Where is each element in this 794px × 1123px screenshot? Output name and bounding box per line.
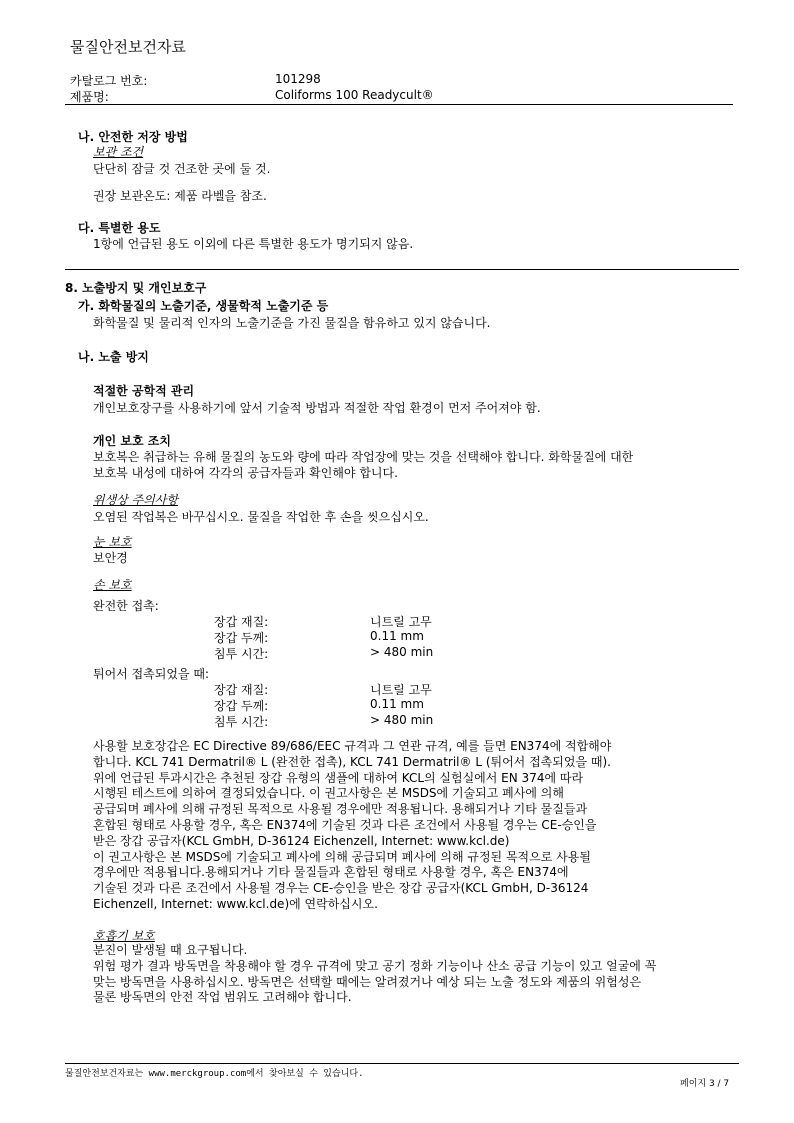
exposure-standards-text: 화학물질 및 물리적 인자의 노출기준을 가진 물질을 함유하고 있지 않습니다. [93,316,491,330]
exposure-control-heading: 나. 노출 방지 [78,350,149,364]
glove-text-line: 경우에만 적용됩니다.용해되거나 기타 물질들과 혼합된 형태로 사용할 경우, 혹은 EN374에 [93,865,569,880]
glove-spec-value: 니트릴 고무 [370,615,432,629]
glove-spec-value: 니트릴 고무 [370,683,432,697]
footer-divider [65,1063,739,1064]
section-8-heading: 8. 노출방지 및 개인보호구 [65,281,207,295]
glove-text-line: Eichenzell, Internet: www.kcl.de)에 연락하십시오. [93,896,378,911]
storage-conditions-subheading: 보관 조건 [93,145,144,159]
header-divider [65,104,733,105]
glove-spec-label: 장갑 두께: [214,699,269,713]
glove-text-line: 합니다. KCL 741 Dermatril® L (완전한 접촉), KCL 741 Dermatril® L (튀어서 접촉되었을 때). [93,754,611,769]
storage-heading: 나. 안전한 저장 방법 [78,130,188,144]
personal-protection-line: 보호복은 취급하는 유해 물질의 농도와 량에 따라 작업장에 맞는 것을 선택해야 합니다. 화학물질에 대한 [93,450,634,464]
glove-spec-value: > 480 min [370,645,434,659]
personal-protection-heading: 개인 보호 조치 [93,434,171,448]
glove-text-line: 공급되며 폐사에 의해 규정된 목적으로 사용될 경우에만 적용됩니다. 용해되거나 기타 물질들과 [93,802,588,817]
eye-protection-subheading: 눈 보호 [93,535,132,549]
document-title: 물질안전보건자료 [70,38,186,56]
glove-text-line: 받은 장갑 공급자(KCL GmbH, D-36124 Eichenzell, Internet: www.kcl.de) [93,833,510,848]
full-contact-label: 완전한 접촉: [93,599,159,613]
glove-text-line: 사용할 보호장갑은 EC Directive 89/686/EEC 규격과 그 연관 규격, 예를 들면 EN374에 적합해야 [93,739,612,753]
glove-spec-label: 장갑 재질: [214,615,269,629]
exposure-standards-heading: 가. 화학물질의 노출기준, 생물학적 노출기준 등 [78,299,329,313]
storage-conditions-text: 단단히 잠글 것 건조한 곳에 둘 것. [93,162,271,176]
hygiene-text: 오염된 작업복은 바꾸십시오. 물질을 작업한 후 손을 씻으십시오. [93,510,429,524]
glove-spec-label: 장갑 재질: [214,683,269,697]
glove-spec-value: 0.11 mm [370,697,424,711]
catalog-label: 카탈로그 번호: [70,74,148,88]
respiratory-protection-subheading: 호흡기 보호 [93,929,155,943]
storage-temperature-text: 권장 보관온도: 제품 라벨을 참조. [93,189,267,203]
glove-spec-value: 0.11 mm [370,629,424,643]
glove-spec-value: > 480 min [370,713,434,727]
respiratory-protection-text [93,943,733,1006]
personal-protection-line: 보호복 내성에 대하여 각각의 공급자들과 확인해야 합니다. [93,466,398,480]
catalog-value: 101298 [275,72,321,86]
special-use-text: 1항에 언급된 용도 이외에 다른 특별한 용도가 명기되지 않음. [93,237,414,251]
glove-text-line: 위에 언급된 투과시간은 추천된 장갑 유형의 샘플에 대하여 KCL의 실험실에서 EN 374에 따라 [93,770,584,785]
glove-spec-label: 침투 시간: [214,715,269,729]
special-use-heading: 다. 특별한 용도 [78,221,161,235]
section-divider [65,269,739,270]
respiratory-text-line: 물론 방독면의 안전 작업 범위도 고려해야 합니다. [93,990,352,1005]
engineering-controls-text: 개인보호장구를 사용하기에 앞서 기술적 방법과 적절한 작업 환경이 먼저 주어져야 함. [93,401,541,415]
splash-contact-label: 튀어서 접촉되었을 때: [93,667,210,681]
hygiene-subheading: 위생상 주의사항 [93,493,178,507]
engineering-controls-heading: 적절한 공학적 관리 [93,384,195,398]
product-label: 제품명: [70,90,109,104]
respiratory-text-line: 분진이 발생될 때 요구됩니다. [93,943,248,957]
page-number: 페이지 3 / 7 [680,1079,730,1089]
glove-recommendation-text [93,739,733,913]
eye-protection-text: 보안경 [93,551,128,565]
respiratory-text-line: 맞는 방독면을 사용하십시오. 방독면은 선택할 때에는 알려졌거나 예상 되는 노출 정도와 제품의 위험성은 [93,974,642,989]
glove-text-line: 기술된 것과 다른 조건에서 사용될 경우는 CE-승인을 받은 장갑 공급자(KCL GmbH, D-36124 [93,881,589,896]
glove-text-line: 시행된 테스트에 의하여 결정되었습니다. 이 권고사항은 본 MSDS에 기술되고 폐사에 의해 [93,786,564,801]
glove-text-line: 이 권고사항은 본 MSDS에 기술되고 폐사에 의해 공급되며 폐사에 의해 규정된 목적으로 사용될 [93,849,591,864]
hand-protection-subheading: 손 보호 [93,578,132,592]
product-value: Coliforms 100 Readycult® [275,88,434,102]
respiratory-text-line: 위험 평가 결과 방독면을 착용해야 할 경우 규격에 맞고 공기 정화 기능이나 산소 공급 기능이 있고 얼굴에 꼭 [93,958,657,973]
footer-source-text: 물질안전보건자료는 www.merckgroup.com에서 찾아보실 수 있습니다. [65,1069,364,1079]
glove-spec-label: 침투 시간: [214,647,269,661]
glove-text-line: 혼합된 형태로 사용할 경우, 혹은 EN374에 기술된 것과 다른 조건에서 사용될 경우는 CE-승인을 [93,817,597,832]
glove-spec-label: 장갑 두께: [214,631,269,645]
